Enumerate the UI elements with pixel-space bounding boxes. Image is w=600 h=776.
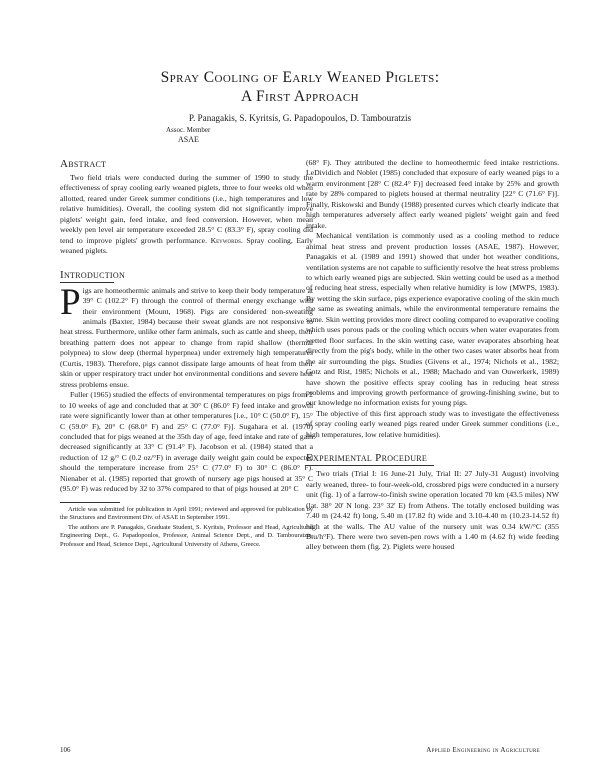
- membership-label: Assoc. Member: [166, 126, 211, 134]
- drop-cap: P: [60, 281, 81, 323]
- keywords-text: Spray cooling, Early weaned piglets.: [60, 235, 314, 256]
- right-paragraph-3: The objective of this first approach study was to investigate the effectiveness of spray cooling early weaned pigs reared under Greek summer conditions (i.e., high temperatures, low relative humidities).: [306, 408, 559, 439]
- title-line-2: A First Approach: [240, 88, 360, 105]
- intro-paragraph-1: [60, 281, 313, 391]
- abstract-body: [60, 173, 313, 257]
- author-list: P. Panagakis, S. Kyritsis, G. Papadopoulos, D. Tambouratzis: [188, 113, 412, 123]
- footnote-divider: [60, 502, 120, 503]
- footnote-authors: The authors are P. Panagakis, Graduate Student, S. Kyritsis, Professor and Head, Agricultural Engineering Dept., G. Papadopoulos, Professor, Animal Science Dept., and D. Tambouratzis, Professor and Head, Science Dept., Agricultural University of Athens, Greece.: [60, 524, 313, 548]
- abstract-heading: Abstract: [60, 158, 107, 170]
- title-line-1: Spray Cooling of Early Weaned Piglets:: [160, 69, 440, 86]
- journal-name: Applied Engineering in Agriculture: [426, 746, 540, 754]
- right-paragraph-2: Mechanical ventilation is commonly used as a cooling method to reduce animal heat stress and prevent production losses (ASAE, 1987). However, Panagakis et al. (1989 and 1991) showed that under hot weather conditions, ventilation systems are not capable to sufficiently resolve the heat stress problems to which early weaned pigs are subjected. Skin wetting could be used as a method of reducing heat stress, especially when relative humidity is low (MWPS, 1983). By wetting the skin surface, pigs experience evaporative cooling of the skin much the same as sweating animals, while the environmental temperature remains the same. Skin wetting provides more direct cooling compared to evaporative cooling which uses porous pads or the cooling which occurs when water evaporates from wetted floor surfaces. In the skin wetting case, water evaporates absorbing heat directly from the pig's body, while in the other two cases water absorbs heat from the air surrounding the pigs. Studies (Givens et al., 1974; Nichols et al., 1982; Gotz and Rist, 1985; Nichols et al., 1988; Machado and van Ouwerkerk, 1989) have shown the positive effects spray cooling has in reducing heat stress problems and improving growth performance of growing-finishing swine, but to our knowledge no information exists for young pigs.: [306, 231, 559, 408]
- keywords-label: Keywords.: [210, 235, 243, 245]
- footnotes: [60, 506, 313, 549]
- footnote-submission: Article was submitted for publication in April 1991; reviewed and approved for publication by the Structures and Environment Div. of ASAE in September 1991.: [60, 505, 313, 521]
- right-column: [306, 158, 559, 553]
- experimental-procedure-heading: Experimental Procedure: [306, 452, 434, 466]
- right-paragraph-1: (68° F). They attributed the decline to homeothermic feed intake restrictions. LeDividich and Noblet (1985) concluded that exposure of early weaned pigs to a warm environment [28° C (82.4° F)] decreased feed intake by 25% and growth rate by 28% compared to piglets housed at thermal neutrality [22° C (71.6° F)]. Finally, Riskowski and Bundy (1988) presented curves which clearly indicate that high temperatures adversely affect early weaned piglets' weight gain and feed intake.: [306, 158, 559, 230]
- right-paragraph-4: Two trials (Trial I: 16 June-21 July, Trial II: 27 July-31 August) involving early weaned, three- to four-week-old, crossbred pigs were conducted in a nursery unit (fig. 1) of a farrow-to-finish swine operation located 70 km (43.5 miles) NW (lat. 38° 20' N long. 23° 32' E) from Athens. The totally enclosed building was 7.40 m (24.42 ft) long, 5.40 m (17.82 ft) wide and 3.10-4.40 m (10.23-14.52 ft) high at the walls. The AU value of the nursery unit was 0.34 kW/°C (355 Btu/h°F). There were two seven-pen rows with a 1.40 m (4.62 ft) wide feeding alley between them (fig. 2). Piglets were housed: [306, 469, 559, 552]
- abstract-text: Two field trials were conducted during the summer of 1990 to study the effectiveness of spray cooling early weaned piglets, three to four weeks old when allotted, reared under Greek summer conditions (i.e., high temperatures and low relative humidities). Overall, the cooling system did not significantly improve piglets' weight gain, feed intake, and feed conversion. However, when mean weekly pen level air temperature exceeded 28.5° C (83.3° F), spray cooling did tend to improve piglets' growth performance.: [60, 173, 313, 245]
- paper-title: [60, 68, 540, 106]
- membership-org: ASAE: [178, 135, 199, 144]
- intro-paragraph-1-text: igs are homeothermic animals and strive to keep their body temperature at 39° C (102.2° F) through the control of thermal energy exchange with their environment (Mount, 1968). Pigs are considered non-sweating animals (Baxter, 1984) because their sweat glands are not responsive to heat stress. Furthermore, unlike other farm animals, such as cattle and sheep, their breathing pattern does not appear to change from rapid shallow (thermal polypnea) to slow deep (thermal hyperpnea) under extremely high temperatures (Curtis, 1983). Therefore, pigs cannot dissipate large amounts of heat from their skin or upper respiratory tract under hot environmental conditions and severe heat stress problems ensue.: [60, 285, 313, 389]
- intro-paragraph-2: Fuller (1965) studied the effects of environmental temperatures on pigs from 2 to 10 weeks of age and concluded that at 30° C (86.0° F) feed intake and growth rate were significantly lower than at other temperatures [i.e., 10° C (50.0° F), 15° C (59.0° F), 20° C (68.0° F) and 25° C (77.0° F)]. Sugahara et al. (1970) concluded that for pigs weaned at the 35th day of age, feed intake and rate of gain decreased significantly at 33° C (91.4° F). Jacobson et al. (1984) stated that a reduction of 12 g/° C (0.2 oz/°F) in average daily weight gain could be expected should the temperature increase from 25° C (77.0° F) to 30° C (86.0° F). Nienaber et al. (1985) reported that growth of nursery age pigs housed at 35° C (95.0° F) was reduced by 32 to 37% compared to that of pigs housed at 20° C: [60, 390, 313, 494]
- introduction-heading: Introduction: [60, 268, 126, 281]
- left-column: [60, 158, 313, 551]
- page-number: 106: [60, 746, 71, 754]
